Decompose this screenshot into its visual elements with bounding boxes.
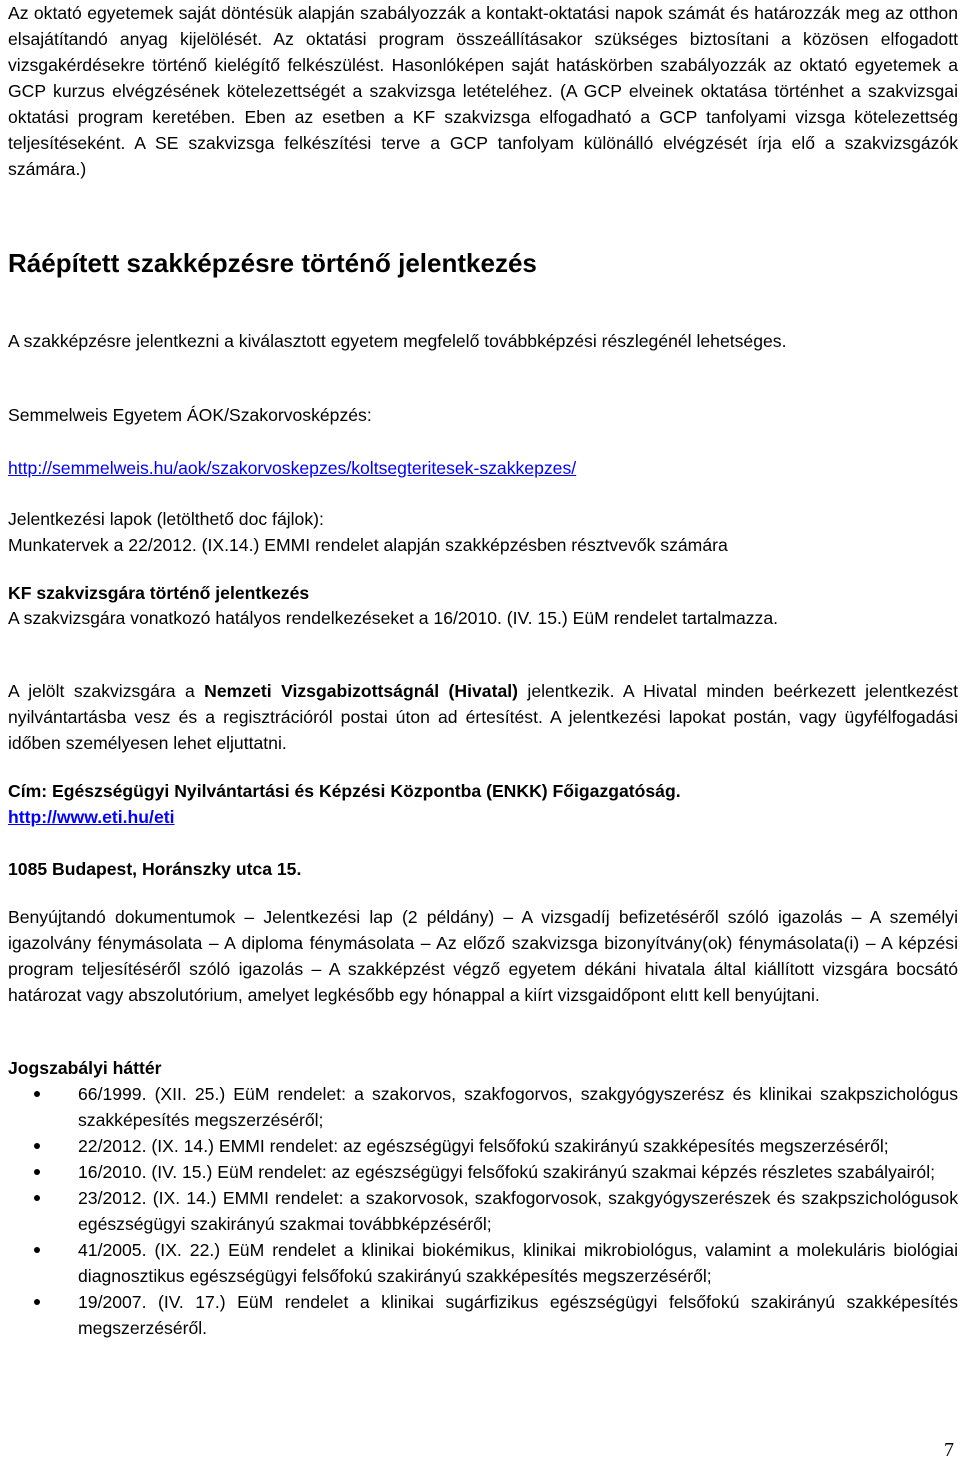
documents-paragraph: Benyújtandó dokumentumok – Jelentkezési lap (2 példány) – A vizsgadíj befizetéséről szóló igazolás – A személyi igazolvány fénymásolata – A diploma fénymásolata – Az előző szakvizsga bizonyítvány(ok) fénymásolata(i) – A képzési program teljesítéséről szóló igazolás – A szakképzést végző egyetem dékáni hivatala által kiállított vizsgára bocsátó határozat vagy abszolutórium, amelyet legkésőbb egy hónappal a kiírt vizsgaidőpont elıtt kell benyújtani. xyxy=(8,907,958,1005)
forms-line: Munkatervek a 22/2012. (IX.14.) EMMI rendelet alapján szakképzésben résztvevők számára xyxy=(8,535,728,555)
apply-paragraph: A szakképzésre jelentkezni a kiválasztott egyetem megfelelő továbbképzési részlegénél lehetséges. xyxy=(8,331,787,351)
section-heading: Ráépített szakképzésre történő jelentkezés xyxy=(8,248,537,278)
registration-text-a: A jelölt szakvizsgára a xyxy=(8,681,205,701)
address-text: Cím: Egészségügyi Nyilvántartási és Képzési Központba (ENKK) Főigazgatóság. xyxy=(8,781,681,801)
institution-line: Semmelweis Egyetem ÁOK/Szakorvosképzés: xyxy=(8,405,372,425)
bullet-icon xyxy=(34,1091,40,1097)
list-item xyxy=(8,1159,958,1185)
bullet-icon xyxy=(34,1143,40,1149)
forms-label: Jelentkezési lapok (letölthető doc fájlok): xyxy=(8,509,324,529)
list-item-text: 66/1999. (XII. 25.) EüM rendelet: a szakorvos, szakfogorvos, szakgyógyszerész és klinikai szakpszichológus szakképesítés megszerzéséről; xyxy=(78,1084,958,1130)
street-address: 1085 Budapest, Horánszky utca 15. xyxy=(8,859,302,879)
hivatal-name: Nemzeti Vizsgabizottságnál (Hivatal) xyxy=(204,681,518,701)
bullet-icon xyxy=(34,1299,40,1305)
registration-paragraph xyxy=(8,678,958,756)
list-item xyxy=(8,1081,958,1133)
legal-title: Jogszabályi háttér xyxy=(8,1058,162,1078)
list-item xyxy=(8,1237,958,1289)
semmelweis-link-line xyxy=(8,455,958,481)
address-line xyxy=(8,778,958,830)
legal-list xyxy=(8,1081,958,1341)
bullet-icon xyxy=(34,1169,40,1175)
list-item xyxy=(8,1185,958,1237)
list-item-text: 16/2010. (IV. 15.) EüM rendelet: az egészségügyi felsőfokú szakirányú szakmai képzés részletes szabályairól; xyxy=(78,1162,935,1182)
list-item xyxy=(8,1289,958,1341)
bullet-icon xyxy=(34,1195,40,1201)
bullet-icon xyxy=(34,1247,40,1253)
kf-title: KF szakvizsgára történő jelentkezés xyxy=(8,583,310,603)
list-item-text: 23/2012. (IX. 14.) EMMI rendelet: a szakorvosok, szakfogorvosok, szakgyógyszerészek és szakpszichológusok egészségügyi szakirányú szakmai továbbképzéséről; xyxy=(78,1188,958,1234)
list-item-text: 22/2012. (IX. 14.) EMMI rendelet: az egészségügyi felsőfokú szakirányú szakképesítés megszerzéséről; xyxy=(78,1136,889,1156)
page-number: 7 xyxy=(944,1439,954,1461)
list-item xyxy=(8,1133,958,1159)
list-item-text: 41/2005. (IX. 22.) EüM rendelet a klinikai biokémikus, klinikai mikrobiológus, valamint a molekuláris biológiai diagnosztikus egészségügyi felsőfokú szakirányú szakképesítés megszerzéséről; xyxy=(78,1240,958,1286)
registration-text-b: jelentkezik. A Hivatal minden beérkezett jelentkezést nyilvántartásba vesz és a regisztrációról postai úton ad értesítést. A jelentkezési lapokat postán, vagy ügyfélfogadási időben személyesen lehet eljuttatni. xyxy=(8,681,958,753)
intro-paragraph: Az oktató egyetemek saját döntésük alapján szabályozzák a kontakt-oktatási napok számát és határozzák meg az otthon elsajátítandó anyag kijelölését. Az oktatási program összeállításakor szükséges biztosítani a közösen elfogadott vizsgakérdésekre történő kielégítő felkészülést. Hasonlóképen saját hatáskörben szabályozzák az oktató egyetemek a GCP kurzus elvégzésének kötelezettségét a szakvizsga letételéhez. (A GCP elveinek oktatása történhet a szakvizsgai oktatási program keretében. Eben az esetben a KF szakvizsga elfogadható a GCP tanfolyami vizsga kötelezettség teljesítéseként. A SE szakvizsga felkészítési terve a GCP tanfolyam különálló elvégzését írja elő a szakvizsgázók számára.) xyxy=(8,3,958,179)
eti-link[interactable]: http://www.eti.hu/eti xyxy=(8,807,175,827)
kf-text: A szakvizsgára vonatkozó hatályos rendelkezéseket a 16/2010. (IV. 15.) EüM rendelet tartalmazza. xyxy=(8,608,778,628)
list-item-text: 19/2007. (IV. 17.) EüM rendelet a klinikai sugárfizikus egészségügyi felsőfokú szakirányú szakképesítés megszerzéséről. xyxy=(78,1292,958,1338)
semmelweis-link[interactable]: http://semmelweis.hu/aok/szakorvoskepzes/koltsegteritesek-szakkepzes/ xyxy=(8,458,577,478)
